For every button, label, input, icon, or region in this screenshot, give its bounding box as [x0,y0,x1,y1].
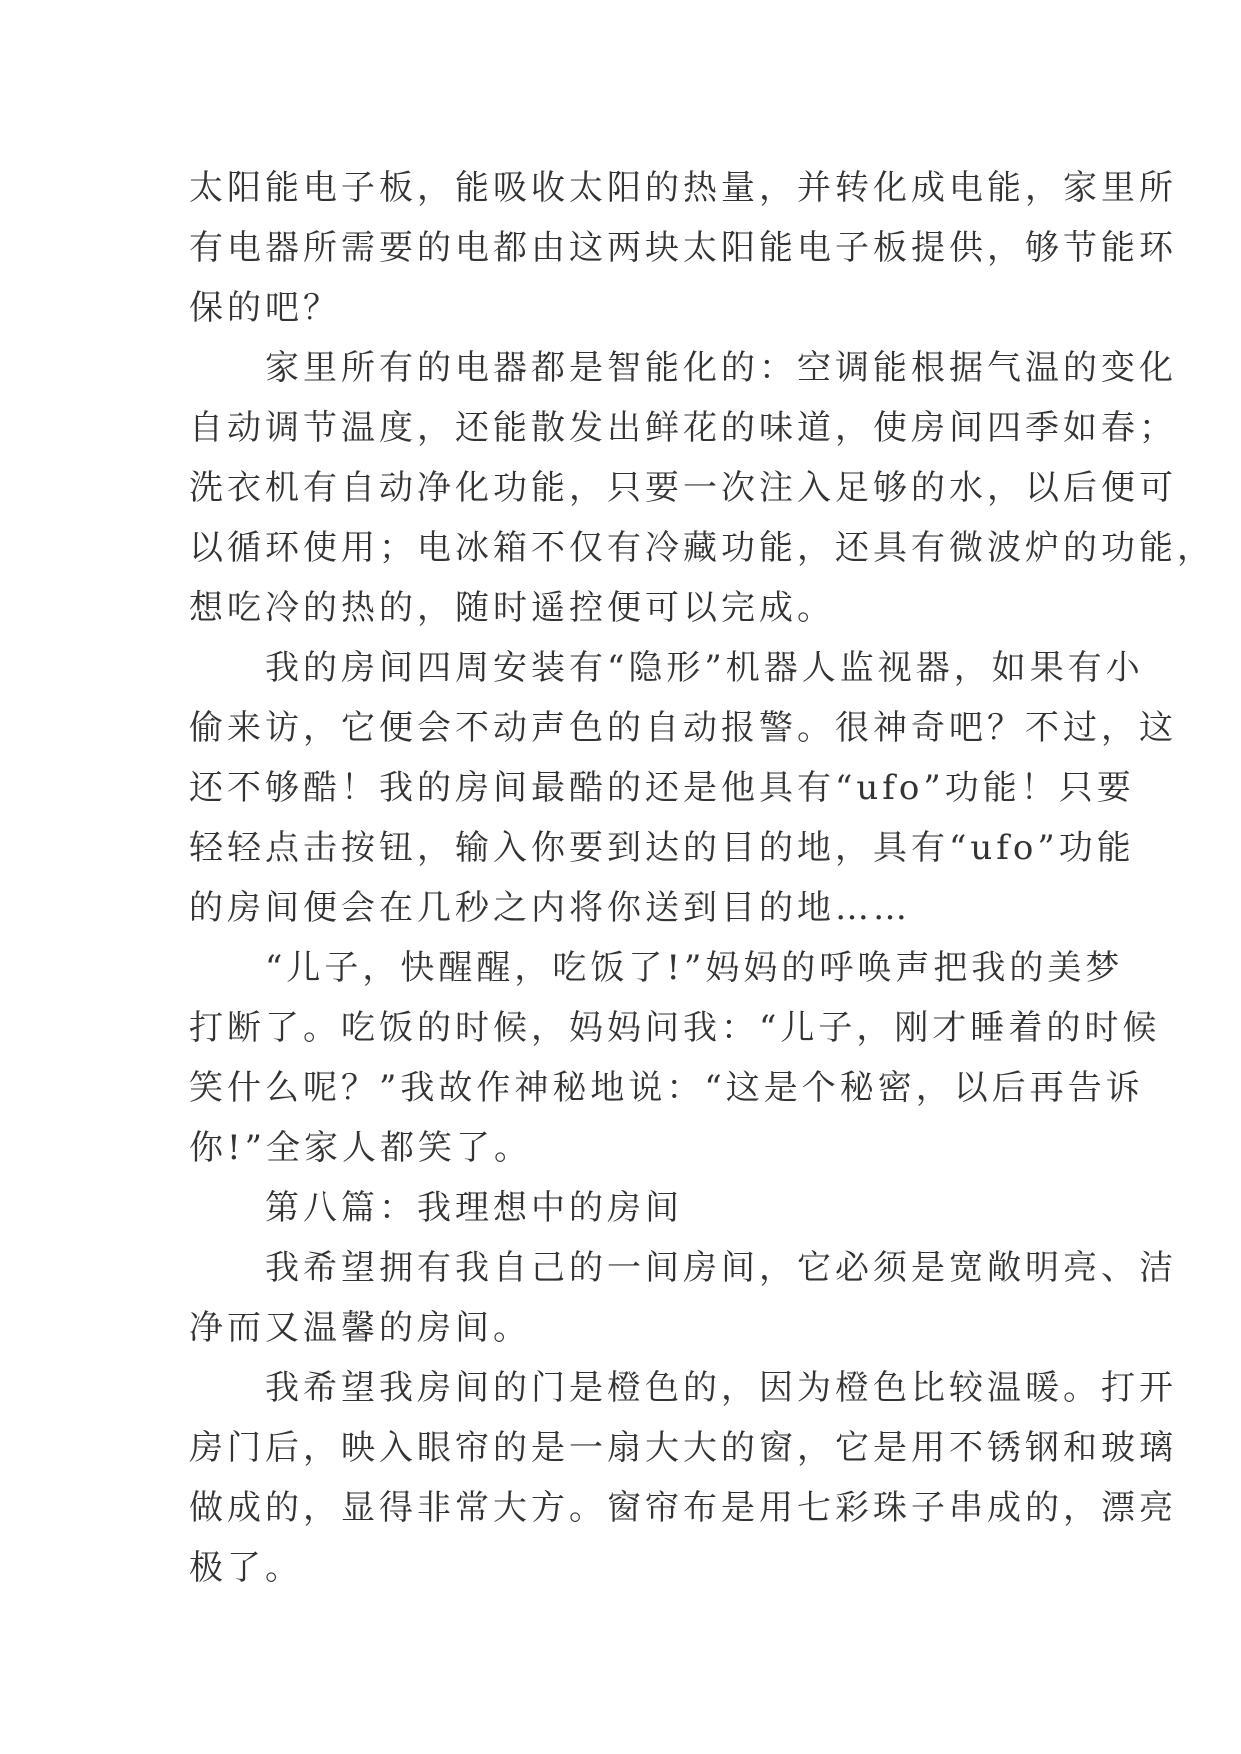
text-line: “儿子，快醒醒，吃饭了!”妈妈的呼唤声把我的美梦 [189,948,1124,988]
text-line: 自动调节温度，还能散发出鲜花的味道，使房间四季如春； [189,408,1177,448]
section-heading: 第八篇：我理想中的房间 [189,1188,683,1228]
text-line: 偷来访，它便会不动声色的自动报警。很神奇吧？不过，这 [189,708,1177,748]
text-line: 做成的，显得非常大方。窗帘布是用七彩珠子串成的，漂亮 [189,1488,1177,1528]
text-line: 家里所有的电器都是智能化的：空调能根据气温的变化 [189,348,1177,388]
text-line: 房门后，映入眼帘的是一扇大大的窗，它是用不锈钢和玻璃 [189,1428,1177,1468]
text-line: 保的吧？ [189,288,341,328]
text-line: 洗衣机有自动净化功能，只要一次注入足够的水，以后便可 [189,468,1177,508]
document-body [189,158,1215,1598]
text-line: 轻轻点击按钮，输入你要到达的目的地，具有“ufo”功能 [189,828,1135,868]
text-line: 的房间便会在几秒之内将你送到目的地…… [189,888,911,928]
text-line: 打断了。吃饭的时候，妈妈问我：“儿子，刚才睡着的时候 [189,1008,1161,1048]
text-line: 还不够酷！我的房间最酷的还是他具有“ufo”功能！只要 [189,768,1135,808]
text-line: 笑什么呢？”我故作神秘地说：“这是个秘密，以后再告诉 [189,1068,1144,1108]
text-line: 以循环使用；电冰箱不仅有冷藏功能，还具有微波炉的功能， [189,528,1215,568]
text-line: 我的房间四周安装有“隐形”机器人监视器，如果有小 [189,648,1144,688]
text-line: 净而又温馨的房间。 [189,1308,531,1348]
text-line: 太阳能电子板，能吸收太阳的热量，并转化成电能，家里所 [189,168,1177,208]
text-line: 极了。 [189,1548,303,1588]
text-line: 想吃冷的热的，随时遥控便可以完成。 [189,588,835,628]
text-line: 你!”全家人都笑了。 [189,1128,533,1168]
text-line: 我希望我房间的门是橙色的，因为橙色比较温暖。打开 [189,1368,1177,1408]
text-line: 我希望拥有我自己的一间房间，它必须是宽敞明亮、洁 [189,1248,1177,1288]
text-line: 有电器所需要的电都由这两块太阳能电子板提供，够节能环 [189,228,1177,268]
